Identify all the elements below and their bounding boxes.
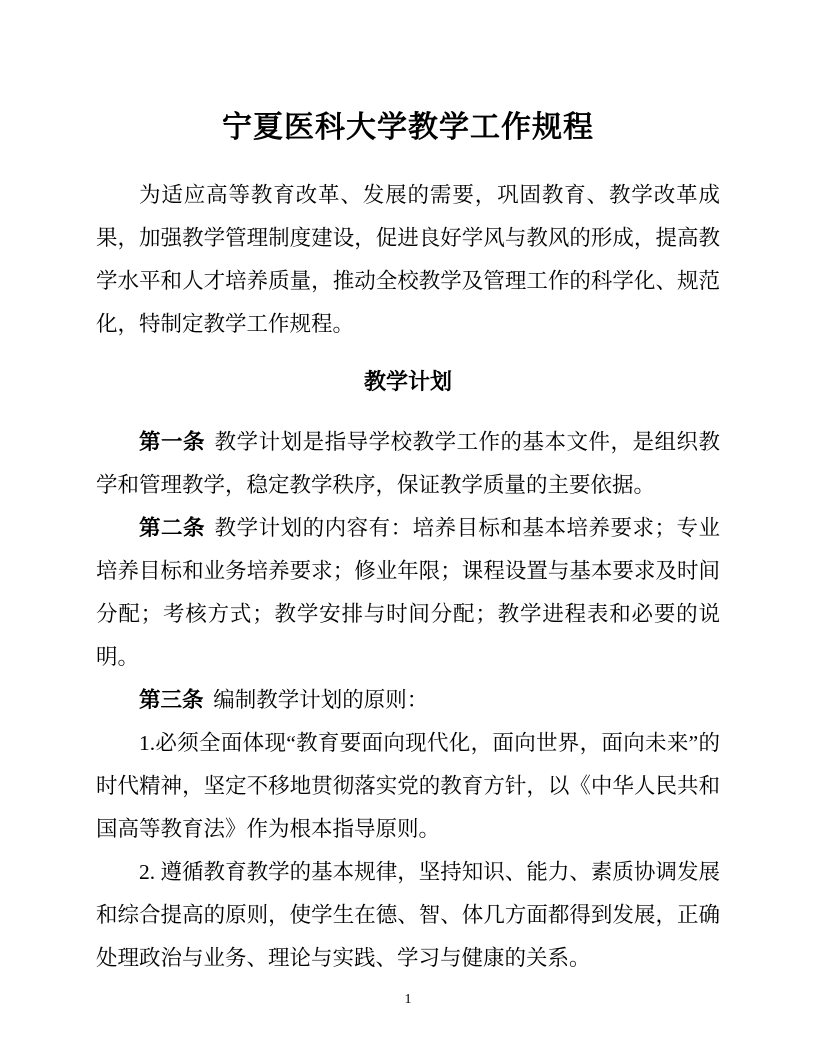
article-1-paragraph	[96, 421, 720, 507]
article-3-lead: 第三条	[139, 688, 204, 712]
article-3-text: 编制教学计划的原则：	[213, 688, 429, 712]
article-1-lead: 第一条	[139, 430, 205, 454]
page-number: 1	[404, 992, 412, 1007]
article-1-text: 教学计划是指导学校教学工作的基本文件，是组织教学和管理教学，稳定教学秩序，保证教学质量的主要依据。	[96, 430, 720, 497]
document-title: 宁夏医科大学教学工作规程	[222, 111, 594, 144]
article-2-lead: 第二条	[139, 516, 205, 540]
principle-1-paragraph: 1.必须全面体现“教育要面向现代化，面向世界，面向未来”的时代精神，坚定不移地贯彻落实党的教育方针，以《中华人民共和国高等教育法》作为根本指导原则。	[96, 731, 720, 841]
article-2-paragraph	[96, 507, 720, 679]
article-2-text: 教学计划的内容有：培养目标和基本培养要求；专业培养目标和业务培养要求；修业年限；课程设置与基本要求及时间分配；考核方式；教学安排与时间分配；教学进程表和必要的说明。	[96, 516, 720, 669]
principle-2-paragraph: 2. 遵循教育教学的基本规律，坚持知识、能力、素质协调发展和综合提高的原则，使学生在德、智、体几方面都得到发展，正确处理政治与业务、理论与实践、学习与健康的关系。	[96, 860, 720, 970]
intro-paragraph: 为适应高等教育改革、发展的需要，巩固教育、教学改革成果，加强教学管理制度建设，促进良好学风与教风的形成，提高教学水平和人才培养质量，推动全校教学及管理工作的科学化、规范化，特制定教学工作规程。	[96, 183, 720, 336]
article-3-paragraph	[96, 679, 720, 722]
section-heading-teaching-plan: 教学计划	[363, 369, 452, 394]
